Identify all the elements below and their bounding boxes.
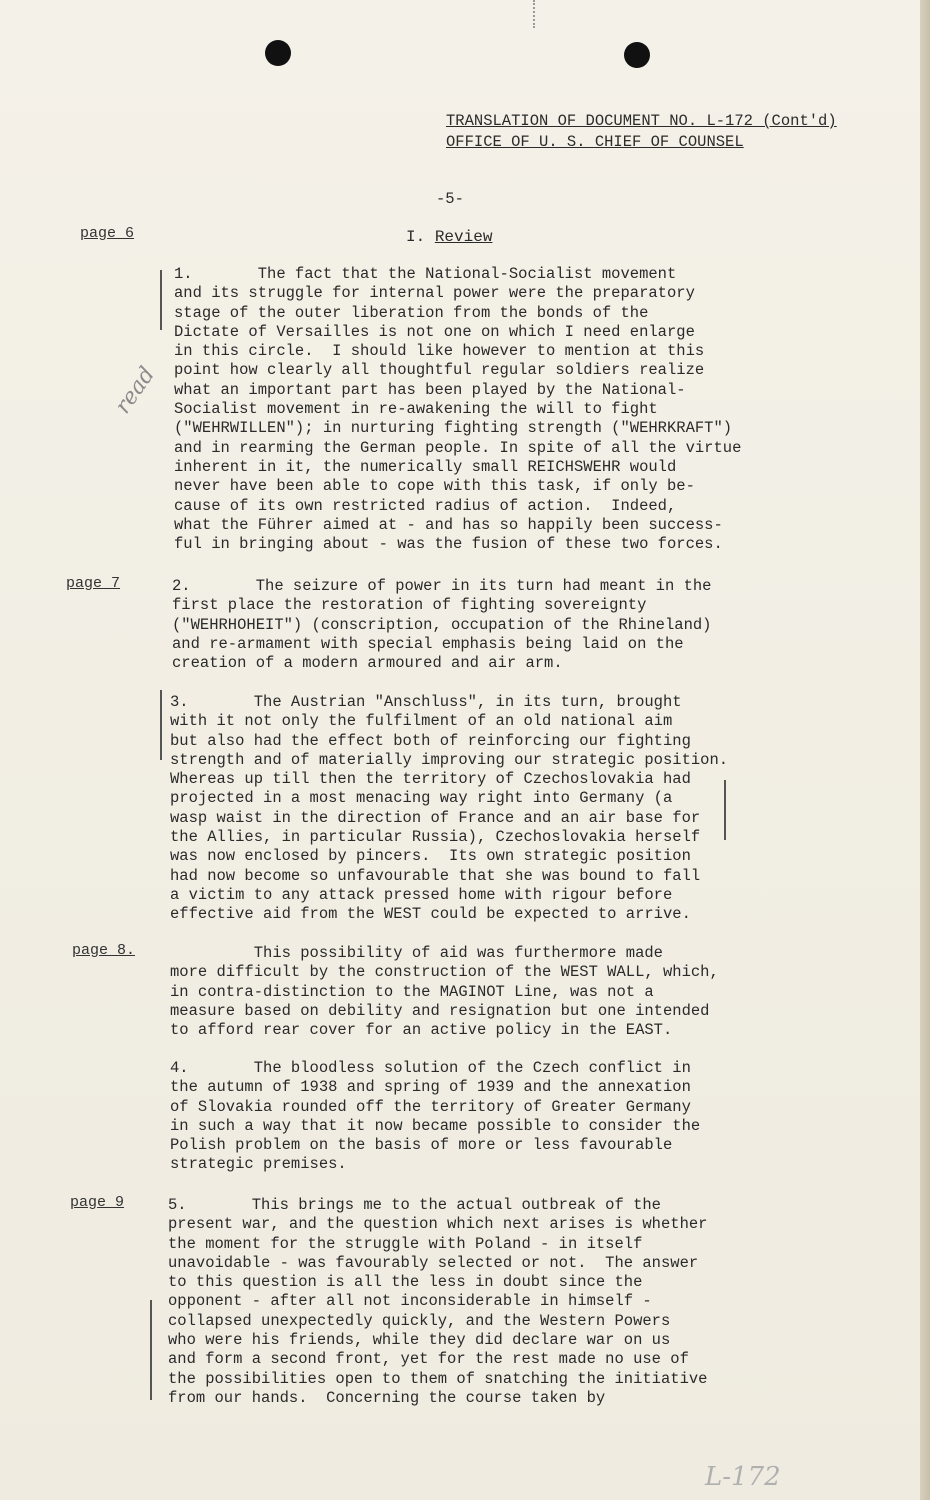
handwritten-read: read: [110, 362, 161, 419]
section-numeral: I.: [406, 228, 426, 246]
paragraph-1: 1. The fact that the National-Socialist movement and its struggle for internal power were the preparatory stage of the outer liberation from the bonds of the Dictate of Versailles is not one on which I need enlarge in this circle. I should like however to mention at this point how clearly all thoughtful regular soldiers realize what an important part has been played by the National- Socialist movement in re-awakening the will to fight ("WEHRWILLEN"); in nurturing fighting strength ("WEHRKRAFT") and in rearming the German people. In spite of all the virtue inherent in it, the numerically small REICHSWEHR would never have been able to cope with this task, if only be- cause of its own restricted radius of action. Indeed, what the Führer aimed at - and has so happily been success- ful in bringing about - was the fusion of these two forces.: [174, 265, 742, 554]
page-number: -5-: [436, 190, 464, 208]
margin-bracket-1: [160, 270, 162, 330]
document-header: [446, 111, 837, 153]
handwritten-doc-number: L-172: [705, 1462, 781, 1492]
paragraph-5: 5. This brings me to the actual outbreak of the present war, and the question which next arises is whether the moment for the struggle with Poland - in itself unavoidable - was favourably selected or not. The answer to this question is all the less in doubt since the opponent - after all not inconsiderable in himself - collapsed unexpectedly quickly, and the Western Powers who were his friends, while they did declare war on us and form a second front, yet for the rest made no use of the possibilities open to them of snatching the initiative from our hands. Concerning the course taken by: [168, 1196, 708, 1407]
header-line-2: OFFICE OF U. S. CHIEF OF COUNSEL: [446, 133, 744, 151]
paragraph-4: 4. The bloodless solution of the Czech conflict in the autumn of 1938 and spring of 1939 and the annexation of Slovakia rounded off the territory of Greater Germany in such a way that it now became possible to consider the Polish problem on the basis of more or less favourable strategic premises.: [170, 1059, 701, 1174]
margin-note-page-9: page 9: [70, 1194, 125, 1211]
margin-bracket-5: [150, 1300, 152, 1400]
fold-mark: [533, 0, 537, 28]
section-heading: [406, 228, 492, 246]
punch-hole-left: [265, 40, 291, 66]
punch-hole-right: [624, 42, 650, 68]
header-line-1: TRANSLATION OF DOCUMENT NO. L-172 (Cont'd): [446, 112, 837, 130]
paragraph-3-continued: This possibility of aid was furthermore made more difficult by the construction of the WEST WALL, which, in contra-distinction to the MAGINOT Line, was not a measure based on debility and resignation but one intended to afford rear cover for an active policy in the EAST.: [170, 944, 719, 1040]
margin-note-page-8: page 8.: [72, 942, 136, 959]
paragraph-3: 3. The Austrian "Anschluss", in its turn, brought with it not only the fulfilment of an old national aim but also had the effect both of reinforcing our fighting strength and of materially improving our strategic position. Whereas up till then the territory of Czechoslovakia had projected in a most menacing way right into Germany (a wasp waist in the direction of France and an air base for the Allies, in particular Russia), Czechoslovakia herself was now enclosed by pincers. Its own strategic position had now become so unfavourable that she was bound to fall a victim to any attack pressed home with rigour before effective aid from the WEST could be expected to arrive.: [170, 693, 729, 924]
section-title: Review: [434, 228, 493, 246]
margin-note-page-6: page 6: [80, 225, 135, 242]
paper-edge: [920, 0, 930, 1500]
margin-note-page-7: page 7: [66, 575, 121, 592]
margin-bracket-3: [160, 690, 162, 760]
paragraph-2: 2. The seizure of power in its turn had meant in the first place the restoration of fighting sovereignty ("WEHRHOHEIT") (conscription, occupation of the Rhineland) and re-armament with special emphasis being laid on the creation of a modern armoured and air arm.: [172, 577, 712, 673]
